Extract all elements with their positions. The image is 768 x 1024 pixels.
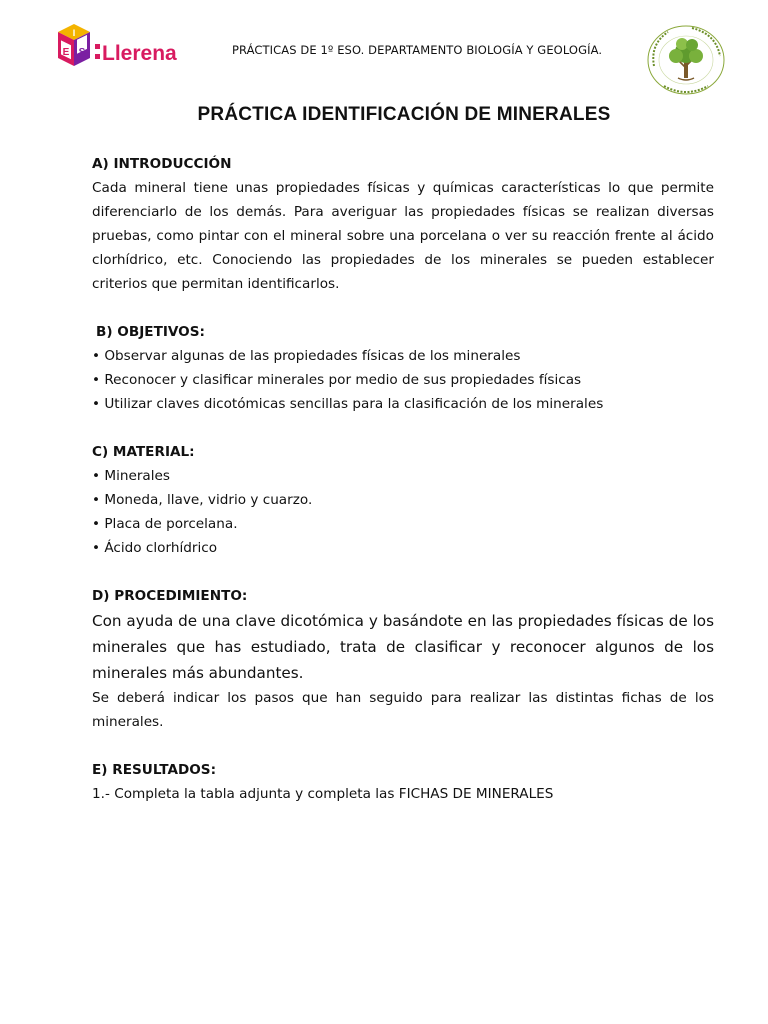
section-heading-results: E) RESULTADOS: [92,762,217,778]
school-logo-graphic [52,22,192,76]
section-heading-procedure: D) PROCEDIMIENTO: [92,588,248,604]
header-title: PRÁCTICAS DE 1º ESO. DEPARTAMENTO BIOLOGÍA Y GEOLOGÍA. [232,43,603,57]
logo-llerena-text: Llerena [102,42,177,65]
procedure-paragraph: Se deberá indicar los pasos que han seguido para realizar las distintas fichas de los minerales. [92,690,714,730]
logo-letter-e: E [62,47,70,58]
document-body [92,152,714,806]
results-item: 1.- Completa la tabla adjunta y completa las FICHAS DE MINERALES [92,786,554,802]
tree-seal-icon [642,22,730,98]
objective-item: • Observar algunas de las propiedades físicas de los minerales [92,348,521,364]
objective-item: • Utilizar claves dicotómicas sencillas para la clasificación de los minerales [92,396,604,412]
logo-letter-i: I [72,28,76,38]
intro-paragraph: Cada mineral tiene unas propiedades físicas y químicas características lo que permite diferenciarlo de los demás. Para averiguar las propiedades físicas se realizan diversas pruebas, como pintar con el mineral sobre una porcelana o ver su reacción frente al ácido clorhídrico, etc. Conociendo las propiedades de los minerales se pueden establecer criterios que permitan identificarlos. [92,180,714,292]
department-logo [642,22,730,98]
material-item: • Minerales [92,468,170,484]
section-heading-objectives: B) OBJETIVOS: [96,324,205,340]
objective-item: • Reconocer y clasificar minerales por medio de sus propiedades físicas [92,372,582,388]
material-item: • Moneda, llave, vidrio y cuarzo. [92,492,313,508]
material-item: • Placa de porcelana. [92,516,238,532]
section-heading-material: C) MATERIAL: [92,444,195,460]
document-title: PRÁCTICA IDENTIFICACIÓN DE MINERALES [197,104,611,125]
section-heading-intro: A) INTRODUCCIÓN [92,156,232,172]
logo-letter-s: S [78,47,86,58]
material-item: • Ácido clorhídrico [92,540,218,556]
school-logo [52,22,192,76]
procedure-paragraph-large: Con ayuda de una clave dicotómica y basándote en las propiedades físicas de los minerales que has estudiado, trata de clasificar y reconocer algunos de los minerales más abundantes. [92,612,714,682]
